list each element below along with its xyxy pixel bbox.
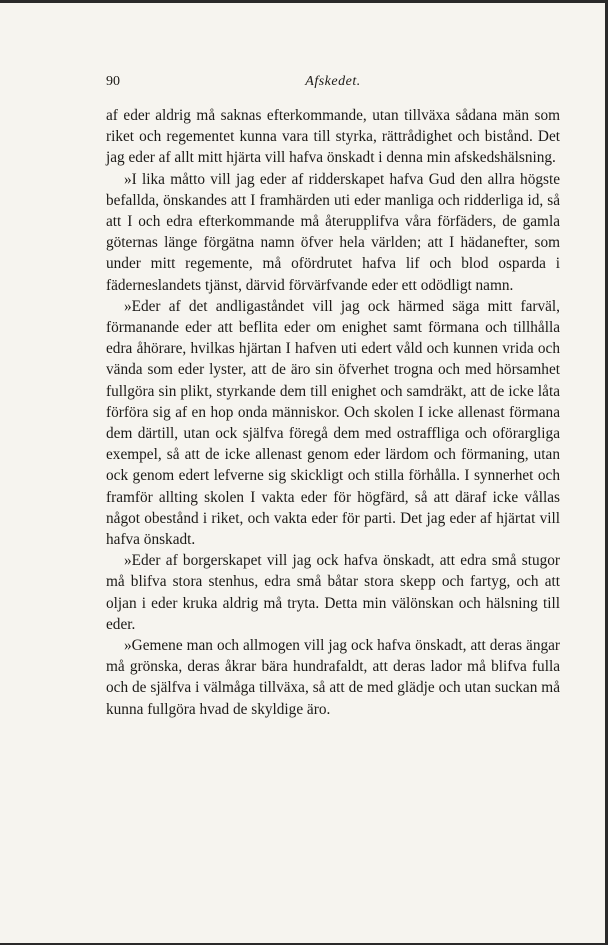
page-edge-top	[0, 0, 608, 3]
paragraph: »Eder af det andligaståndet vill jag ock härmed säga mitt farväl, förmanande eder att beflita eder om enighet samt förmana och tillhålla edra åhörare, hvilkas hjärtan I hafven uti edert våld och kunnen vrida och vända som eder lyster, att de äro sin öfverhet trogna och med hörsamhet fullgöra sin plikt, styrkande dem till enighet och samdräkt, att de icke låta förföra sig af en hop onda människor. Och skolen I icke allenast förmana dem därtill, utan ock själfva föregå dem med ostraffliga och oförargliga exempel, så att de icke allenast genom eder lärdom och förmaning, utan ock genom edert lefverne sig skickligt och stilla förhålla. I synnerhet och framför allting skolen I vakta eder för högfärd, så att däraf icke vållas något obestånd i riket, och vakta eder för parti. Det jag eder af hjärtat vill hafva önskadt.	[106, 297, 560, 549]
page-header	[106, 74, 560, 94]
paragraph: »Eder af borgerskapet vill jag ock hafva önskadt, att edra små stugor må blifva stora stenhus, edra små båtar stora skepp och fartyg, och att oljan i eder kruka aldrig må tryta. Detta min välönskan och hälsning till eder.	[106, 552, 560, 633]
paragraph: af eder aldrig må saknas efterkommande, utan tillväxa sådana män som riket och regementet kunna vara till styrka, rättrådighet och bistånd. Det jag eder af allt mitt hjärta vill hafva önskadt i denna min afskedshälsning.	[106, 107, 560, 167]
paragraph: »Gemene man och allmogen vill jag ock hafva önskadt, att deras ängar må grönska, deras åkrar bära hundrafaldt, att deras lador må blifva fulla och de själfva i välmåga tillväxa, så att de med glädje och utan suckan må kunna fullgöra hvad de skyldige äro.	[106, 637, 560, 718]
page-number: 90	[106, 74, 120, 89]
running-title: Afskedet.	[305, 74, 361, 89]
body-text	[106, 105, 560, 720]
paragraph: »I lika måtto vill jag eder af ridderskapet hafva Gud den allra högste befallda, önskandes att I framhärden uti eder manliga och ridderliga id, så att I och edra efterkommande må återupplifva våra förfäders, de gamla göternas länge förgätna namn öfver hela världen; att I hädanefter, som under mitt regemente, må ofördrutet hafva lif och blod osparda i fäderneslandets tjänst, därvid förvärfvande eder ett odödligt namn.	[106, 170, 560, 294]
